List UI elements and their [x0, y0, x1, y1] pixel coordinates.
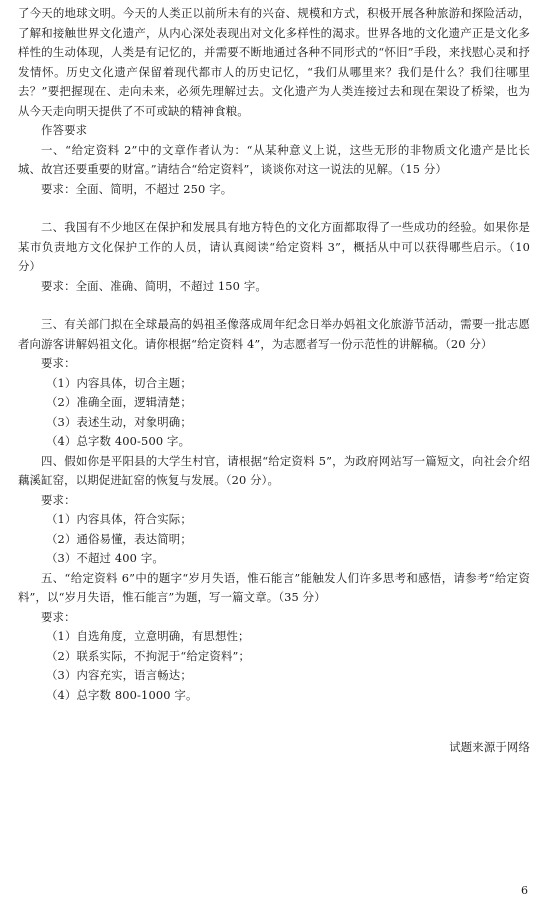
- source-note: 试题来源于网络: [449, 740, 530, 754]
- question-3-item: （4）总字数 400-500 字。: [46, 434, 191, 448]
- question-3-item: （3）表述生动，对象明确；: [46, 414, 192, 429]
- question-2-text: 二、我国有不少地区在保护和发展具有地方特色的文化方面都取得了一些成功的经验。如果你是某市负责地方文化保护工作的人员，请认真阅读“给定资料 3”，概括从中可以获得哪些启示。（10 分）: [18, 220, 530, 273]
- answer-requirements-heading: 作答要求: [41, 123, 88, 137]
- question-2-requirement: 要求：全面、准确、简明，不超过 150 字。: [41, 278, 267, 293]
- question-4-item: （2）通俗易懂，表达简明；: [46, 531, 192, 546]
- question-5-item: （2）联系实际，不拘泥于“给定资料”；: [46, 648, 250, 663]
- question-4-text: 四、假如你是平阳县的大学生村官，请根据“给定资料 5”，为政府网站写一篇短文，向社会介绍藕溪缸窑，以期促进缸窑的恢复与发展。（20 分）。: [18, 453, 530, 487]
- question-4-item: （1）内容具体，符合实际；: [46, 512, 192, 526]
- question-4-item: （3）不超过 400 字。: [46, 551, 164, 565]
- question-1-requirement: 要求：全面、简明，不超过 250 字。: [41, 181, 233, 196]
- question-5-item: （3）内容充实，语言畅达；: [46, 668, 192, 682]
- question-5-item: （4）总字数 800-1000 字。: [46, 687, 198, 702]
- question-4-requirement: 要求：: [41, 492, 76, 507]
- document-body: [18, 4, 530, 754]
- question-5-text: 五、“给定资料 6”中的题字“岁月失语，惟石能言”能触发人们许多思考和感悟，请参考“给定资料”，以“岁月失语，惟石能言”为题，写一篇文章。（35 分）: [18, 570, 530, 604]
- question-5-requirement: 要求：: [41, 609, 76, 624]
- question-3-requirement: 要求：: [41, 356, 76, 370]
- intro-paragraph: 了今天的地球文明。今天的人类正以前所未有的兴奋、规模和方式，积极开展各种旅游和探险活动，了解和接触世界文化遗产，从内心深处表现出对文化多样性的渴求。世界各地的文化遗产正是文化多样性的生动体现，人类是有记忆的，并需要不断地通过各种不同形式的“怀旧”手段，来找慰心灵和抒发情怀。历史文化遗产保留着现代都市人的历史记忆，“我们从哪里来？我们是什么？我们往哪里去？”要把握现在、走向未来，必须先理解过去。文化遗产为人类连接过去和现在架设了桥梁，也为从今天走向明天提供了不可或缺的精神食粮。: [18, 6, 530, 118]
- question-3-item: （2）准确全面，逻辑清楚；: [46, 395, 192, 409]
- question-3-item: （1）内容具体，切合主题；: [46, 375, 192, 390]
- page-number: 6: [521, 884, 528, 897]
- question-3-text: 三、有关部门拟在全球最高的妈祖圣像落成周年纪念日举办妈祖文化旅游节活动，需要一批志愿者向游客讲解妈祖文化。请你根据“给定资料 4”，为志愿者写一份示范性的讲解稿。（20 分）: [18, 317, 530, 351]
- question-1-text: 一、“给定资料 2”中的文章作者认为：“从某种意义上说，这些无形的非物质文化遗产是比长城、故宫还要重要的财富。”请结合“给定资料”，谈谈你对这一说法的见解。（15 分）: [18, 142, 530, 176]
- question-5-item: （1）自选角度，立意明确，有思想性；: [46, 629, 250, 643]
